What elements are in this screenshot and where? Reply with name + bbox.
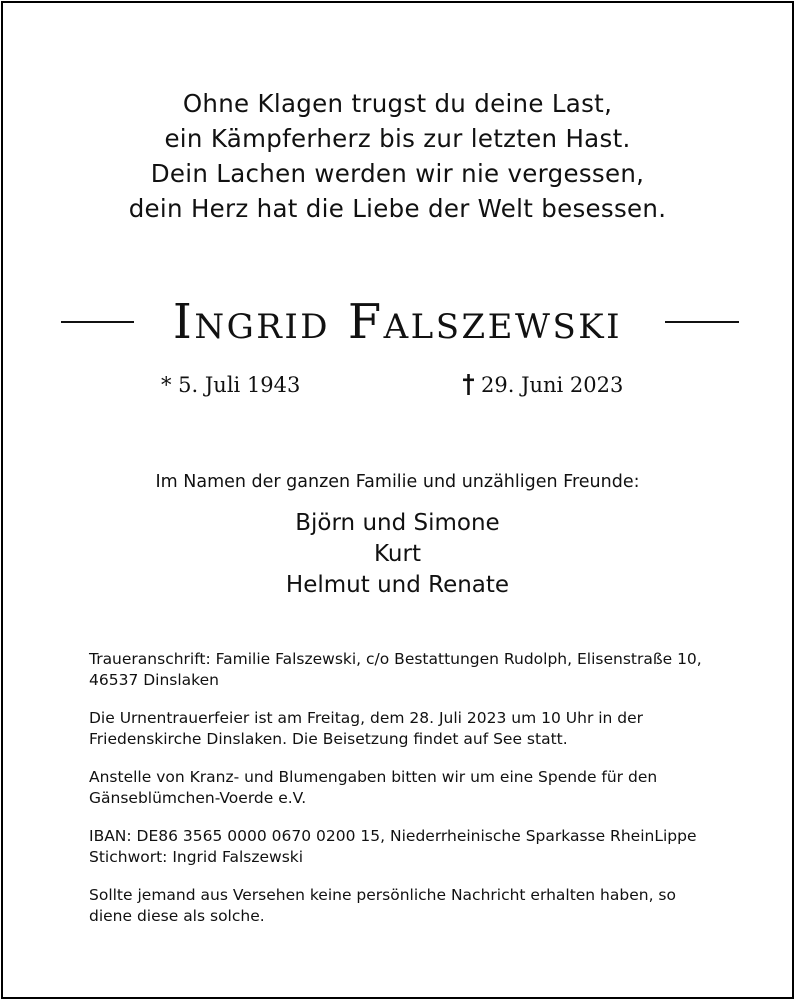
note-line: Traueranschrift: Familie Falszewski, c/o Bestattungen Rudolph, Elisenstraße 10,	[89, 650, 702, 668]
note-line: Die Urnentrauerfeier ist am Freitag, dem 28. Juli 2023 um 10 Uhr in der	[89, 709, 644, 727]
note-line: Friedenskirche Dinslaken. Die Beisetzung findet auf See statt.	[89, 730, 568, 748]
bank-details-note	[89, 826, 729, 868]
mourner-name: Kurt	[374, 541, 421, 567]
family-intro: Im Namen der ganzen Familie und unzähligen Freunde:	[155, 472, 640, 492]
note-line: 46537 Dinslaken	[89, 671, 219, 689]
birth-date: * 5. Juli 1943	[161, 373, 301, 397]
note-line: Stichwort: Ingrid Falszewski	[89, 848, 304, 866]
mourners-list	[0, 508, 795, 601]
memorial-poem	[0, 86, 795, 226]
cross-icon	[462, 373, 475, 395]
closing-note	[89, 885, 729, 927]
mourner-name: Björn und Simone	[295, 510, 500, 536]
death-date-group	[462, 369, 623, 401]
deceased-name: Ingrid Falszewski	[172, 294, 623, 350]
note-line: IBAN: DE86 3565 0000 0670 0200 15, Niederrheinische Sparkasse RheinLippe	[89, 827, 697, 845]
mourning-address-note	[89, 649, 729, 691]
note-line: diene diese als solche.	[89, 907, 265, 925]
note-line: Sollte jemand aus Versehen keine persönliche Nachricht erhalten haben, so	[89, 886, 676, 904]
name-heading	[0, 292, 795, 356]
note-line: Anstelle von Kranz- und Blumengaben bitten wir um eine Spende für den	[89, 768, 658, 786]
death-date: 29. Juni 2023	[481, 373, 624, 397]
poem-line: dein Herz hat die Liebe der Welt besessen.	[128, 194, 667, 223]
poem-line: ein Kämpferherz bis zur letzten Hast.	[164, 124, 631, 153]
notes-section	[89, 649, 729, 944]
donation-note	[89, 767, 729, 809]
poem-line: Ohne Klagen trugst du deine Last,	[182, 89, 613, 118]
poem-line: Dein Lachen werden wir nie vergessen,	[150, 159, 645, 188]
note-line: Gänseblümchen-Voerde e.V.	[89, 789, 307, 807]
right-rule	[665, 321, 739, 323]
mourner-name: Helmut und Renate	[285, 572, 510, 598]
ceremony-note	[89, 708, 729, 750]
